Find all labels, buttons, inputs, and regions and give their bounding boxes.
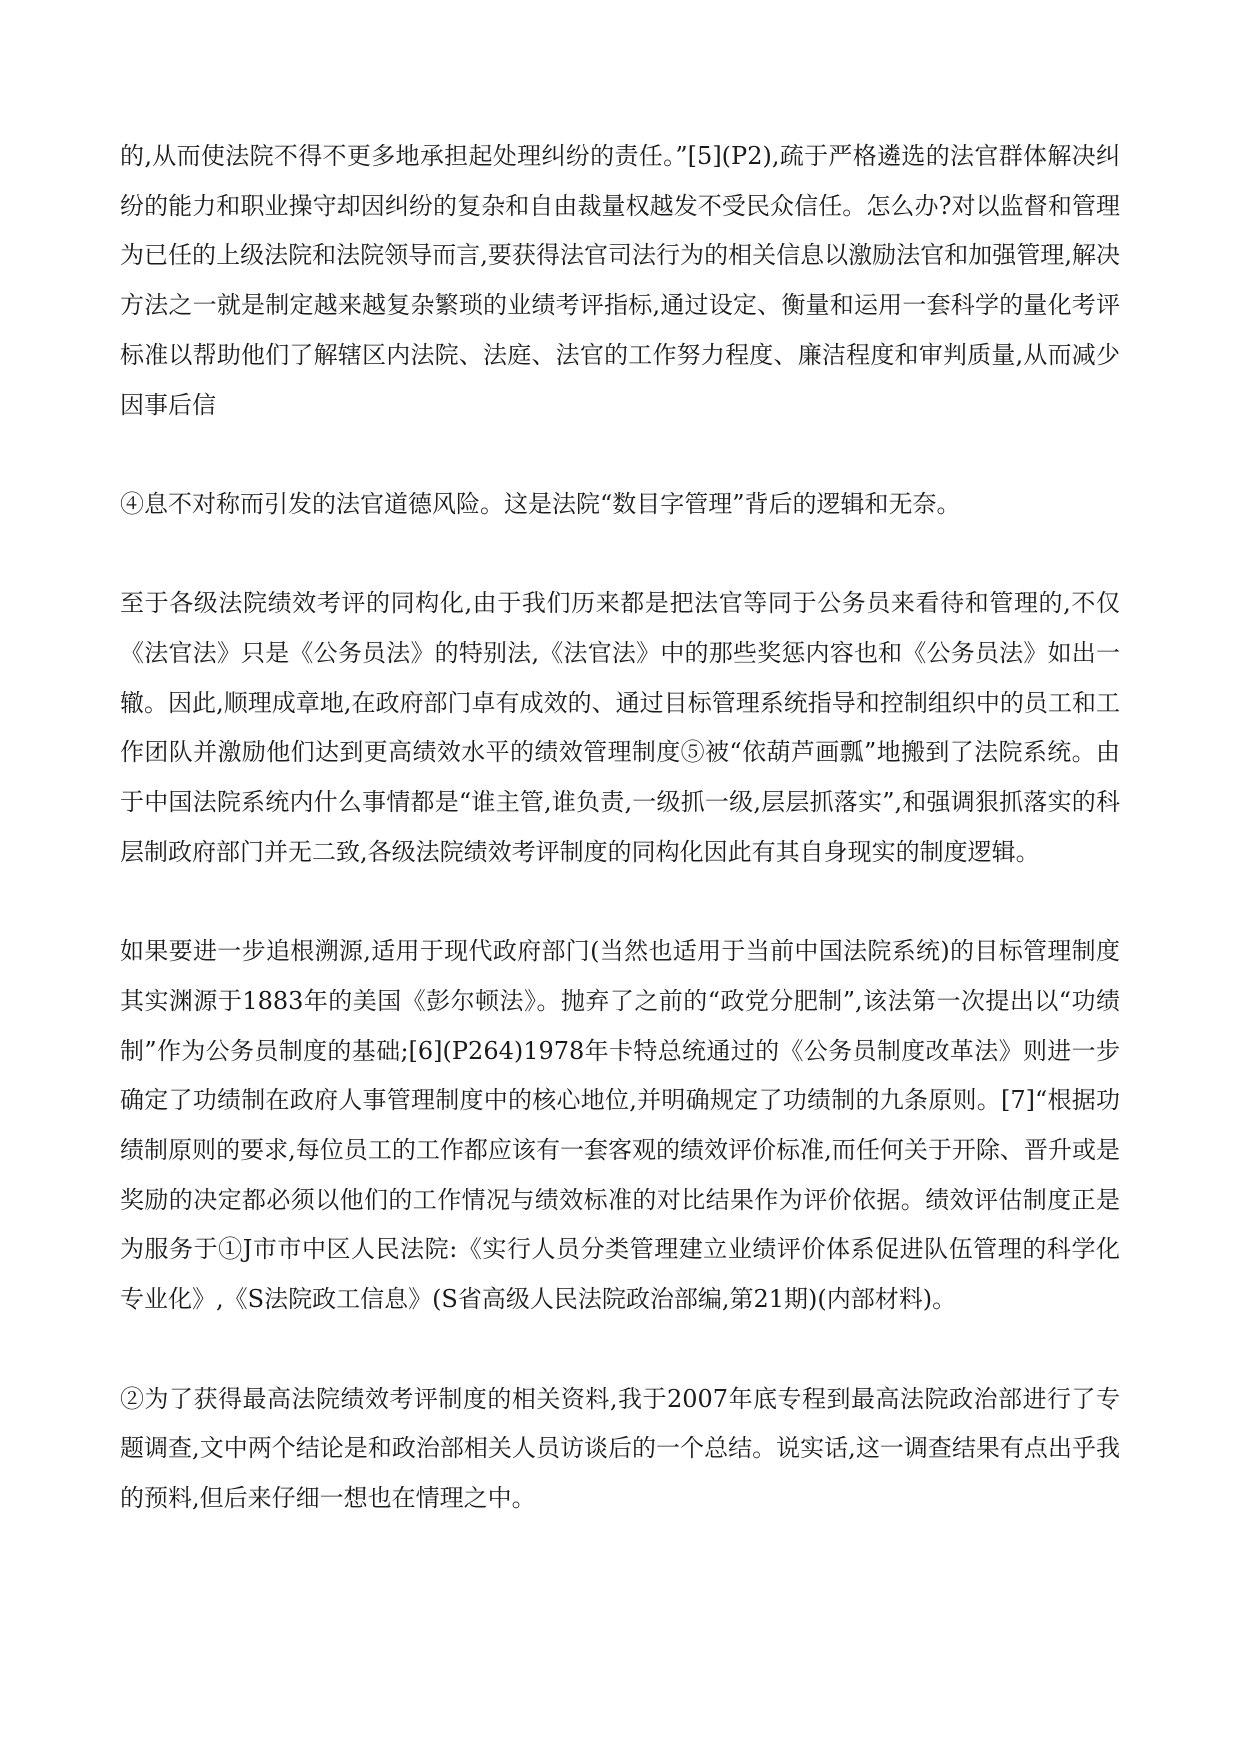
paragraph-2: ④息不对称而引发的法官道德风险。这是法院“数目字管理”背后的逻辑和无奈。 (120, 489, 961, 518)
paragraph-5: ②为了获得最高法院绩效考评制度的相关资料,我于2007年底专程到最高法院政治部进行了专题调查,文中两个结论是和政治部相关人员访谈后的一个总结。说实话,这一调查结果有点出乎我的预料,但后来仔细一想也在情理之中。 (120, 1384, 1120, 1512)
paragraph-1: 的,从而使法院不得不更多地承担起处理纠纷的责任。”[5](P2),疏于严格遴选的法官群体解决纠纷的能力和职业操守却因纠纷的复杂和自由裁量权越发不受民众信任。怎么办?对以监督和管理为已任的上级法院和法院领导而言,要获得法官司法行为的相关信息以激励法官和加强管理,解决方法之一就是制定越来越复杂繁琐的业绩考评指标,通过设定、衡量和运用一套科学的量化考评标准以帮助他们了解辖区内法院、法庭、法官的工作努力程度、廉洁程度和审判质量,从而减少因事后信 (120, 142, 1120, 419)
paragraph-3: 至于各级法院绩效考评的同构化,由于我们历来都是把法官等同于公务员来看待和管理的,不仅《法官法》只是《公务员法》的特别法,《法官法》中的那些奖惩内容也和《公务员法》如出一辙。因此,顺理成章地,在政府部门卓有成效的、通过目标管理系统指导和控制组织中的员工和工作团队并激励他们达到更高绩效水平的绩效管理制度⑤被“依葫芦画瓢”地搬到了法院系统。由于中国法院系统内什么事情都是“谁主管,谁负责,一级抓一级,层层抓落实”,和强调狠抓落实的科层制政府部门并无二致,各级法院绩效考评制度的同构化因此有其自身现实的制度逻辑。 (120, 589, 1120, 866)
paragraph-spacer (120, 530, 1120, 580)
document-page (120, 132, 1120, 1524)
paragraph-spacer (120, 430, 1120, 480)
paragraph-4: 如果要进一步追根溯源,适用于现代政府部门(当然也适用于当前中国法院系统)的目标管理制度其实渊源于1883年的美国《彭尔顿法》。抛弃了之前的“政党分肥制”,该法第一次提出以“功绩制”作为公务员制度的基础;[6](P264)1978年卡特总统通过的《公务员制度改革法》则进一步确定了功绩制在政府人事管理制度中的核心地位,并明确规定了功绩制的九条原则。[7]“根据功绩制原则的要求,每位员工的工作都应该有一套客观的绩效评价标准,而任何关于开除、晋升或是奖励的决定都必须以他们的工作情况与绩效标准的对比结果作为评价依据。绩效评估制度正是为服务于①J市市中区人民法院:《实行人员分类管理建立业绩评价体系促进队伍管理的科学化专业化》,《S法院政工信息》(S省高级人民法院政治部编,第21期)(内部材料)。 (120, 937, 1120, 1314)
paragraph-spacer (120, 1325, 1120, 1375)
paragraph-spacer (120, 878, 1120, 928)
